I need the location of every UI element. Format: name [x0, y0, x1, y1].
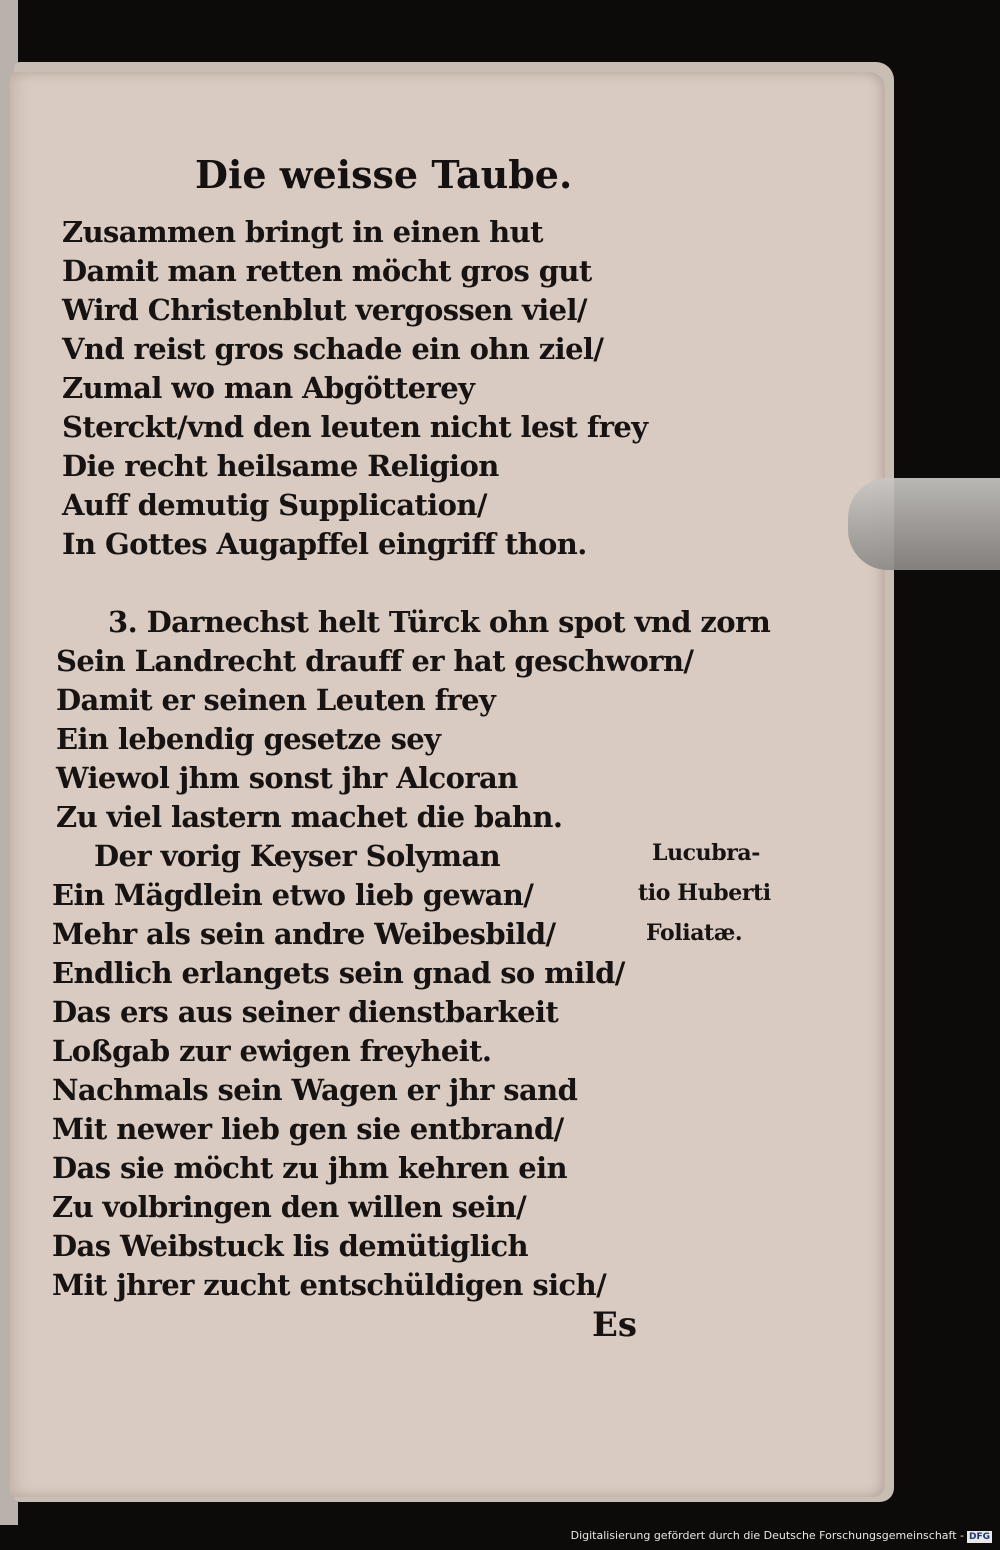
stanza-2-line: Das ers aus seiner dienstbarkeit — [52, 995, 559, 1029]
credit-text: Digitalisierung gefördert durch die Deutsche Forschungsgemeinschaft - — [570, 1529, 964, 1542]
stanza-2-line: Ein Mägdlein etwo lieb gewan/ — [52, 878, 534, 912]
marginal-note-line: tio Huberti — [638, 880, 771, 906]
stanza-1-line: Vnd reist gros schade ein ohn ziel/ — [62, 332, 604, 366]
stanza-2-line: 3. Darnechst helt Türck ohn spot vnd zorn — [108, 605, 771, 639]
digitization-credit — [571, 1529, 992, 1543]
stanza-2-line: Ein lebendig gesetze sey — [56, 722, 441, 756]
stanza-2-line: Das sie möcht zu jhm kehren ein — [52, 1151, 568, 1185]
stanza-1-line: In Gottes Augapffel eingriff thon. — [62, 527, 587, 561]
catchword: Es — [592, 1305, 638, 1345]
stanza-1-line: Wird Christenblut vergossen viel/ — [62, 293, 587, 327]
stanza-2-line: Wiewol jhm sonst jhr Alcoran — [56, 761, 518, 795]
marginal-note-line: Foliatæ. — [646, 920, 743, 946]
stanza-1-line: Zumal wo man Abgötterey — [62, 371, 475, 405]
stanza-1-line: Auff demutig Supplication/ — [62, 488, 487, 522]
stanza-2-line: Nachmals sein Wagen er jhr sand — [52, 1073, 578, 1107]
running-title: Die weisse Taube. — [195, 152, 573, 197]
stanza-2-line: Zu volbringen den willen sein/ — [52, 1190, 527, 1224]
stanza-2-line: Damit er seinen Leuten frey — [56, 683, 496, 717]
stanza-2-line: Mit newer lieb gen sie entbrand/ — [52, 1112, 564, 1146]
stanza-2-line: Das Weibstuck lis demütiglich — [52, 1229, 528, 1263]
marginal-note-line: Lucubra- — [652, 840, 761, 866]
stanza-2-line: Der vorig Keyser Solyman — [94, 839, 501, 873]
stanza-2-line: Mit jhrer zucht entschüldigen sich/ — [52, 1268, 607, 1302]
stanza-1-line: Damit man retten möcht gros gut — [62, 254, 592, 288]
stanza-2-line: Mehr als sein andre Weibesbild/ — [52, 917, 556, 951]
page-clip — [848, 478, 1000, 570]
stanza-2-line: Loßgab zur ewigen freyheit. — [52, 1034, 492, 1068]
stanza-2-line: Endlich erlangets sein gnad so mild/ — [52, 956, 625, 990]
stanza-1-line: Die recht heilsame Religion — [62, 449, 499, 483]
stanza-2-line: Zu viel lastern machet die bahn. — [56, 800, 563, 834]
dfg-logo: DFG — [968, 1532, 990, 1542]
stanza-1-line: Sterckt/vnd den leuten nicht lest frey — [62, 410, 648, 444]
stanza-2-line: Sein Landrecht drauff er hat geschworn/ — [56, 644, 694, 678]
stanza-1-line: Zusammen bringt in einen hut — [62, 215, 543, 249]
